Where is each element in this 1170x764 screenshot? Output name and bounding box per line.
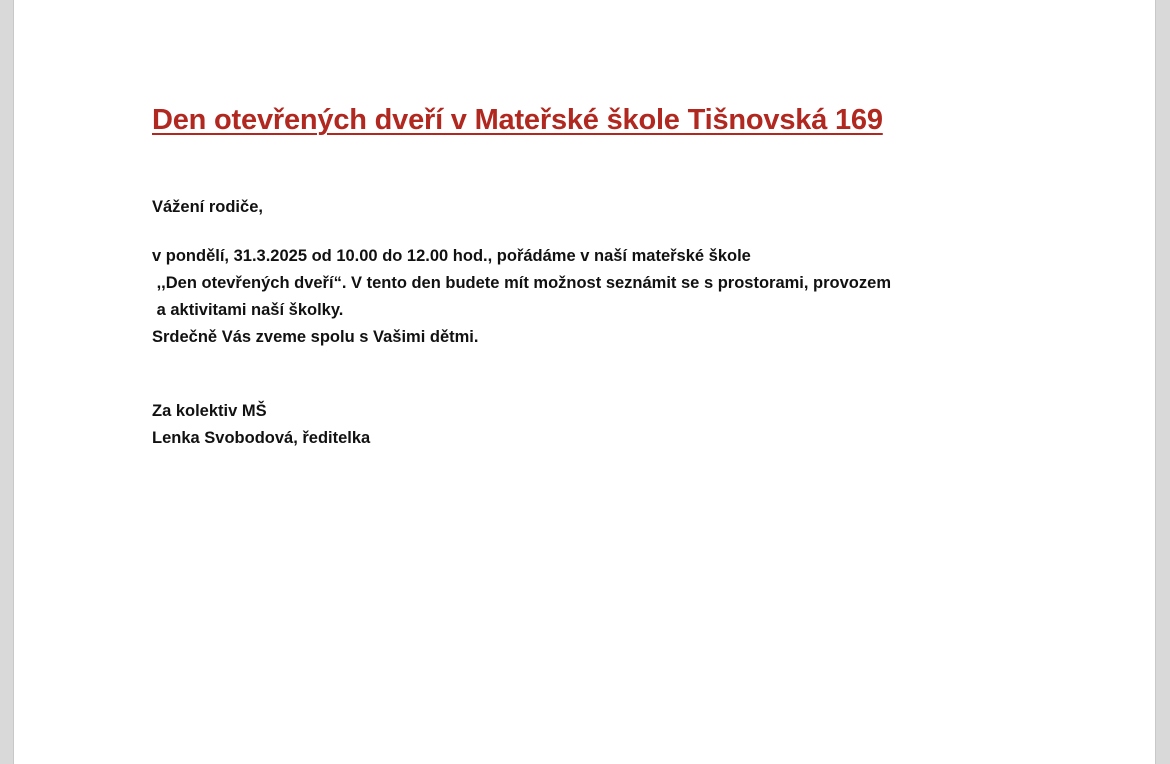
paragraph-line-1: v pondělí, 31.3.2025 od 10.00 do 12.00 hod., pořádáme v naší mateřské škole: [152, 247, 751, 265]
signature-block: [152, 398, 370, 452]
greeting: Vážení rodiče,: [152, 198, 263, 216]
document-page: [13, 0, 1156, 764]
document-title: Den otevřených dveří v Mateřské škole Tišnovská 169: [152, 104, 883, 136]
paragraph-line-3: a aktivitami naší školky.: [152, 301, 344, 319]
signature-line-2: Lenka Svobodová, ředitelka: [152, 429, 371, 447]
invitation-paragraph: [152, 243, 891, 351]
paragraph-line-4: Srdečně Vás zveme spolu s Vašimi dětmi.: [152, 328, 479, 346]
paragraph-line-2: ,,Den otevřených dveří“. V tento den budete mít možnost seznámit se s prostorami, provozem: [152, 274, 891, 292]
signature-line-1: Za kolektiv MŠ: [152, 402, 267, 420]
